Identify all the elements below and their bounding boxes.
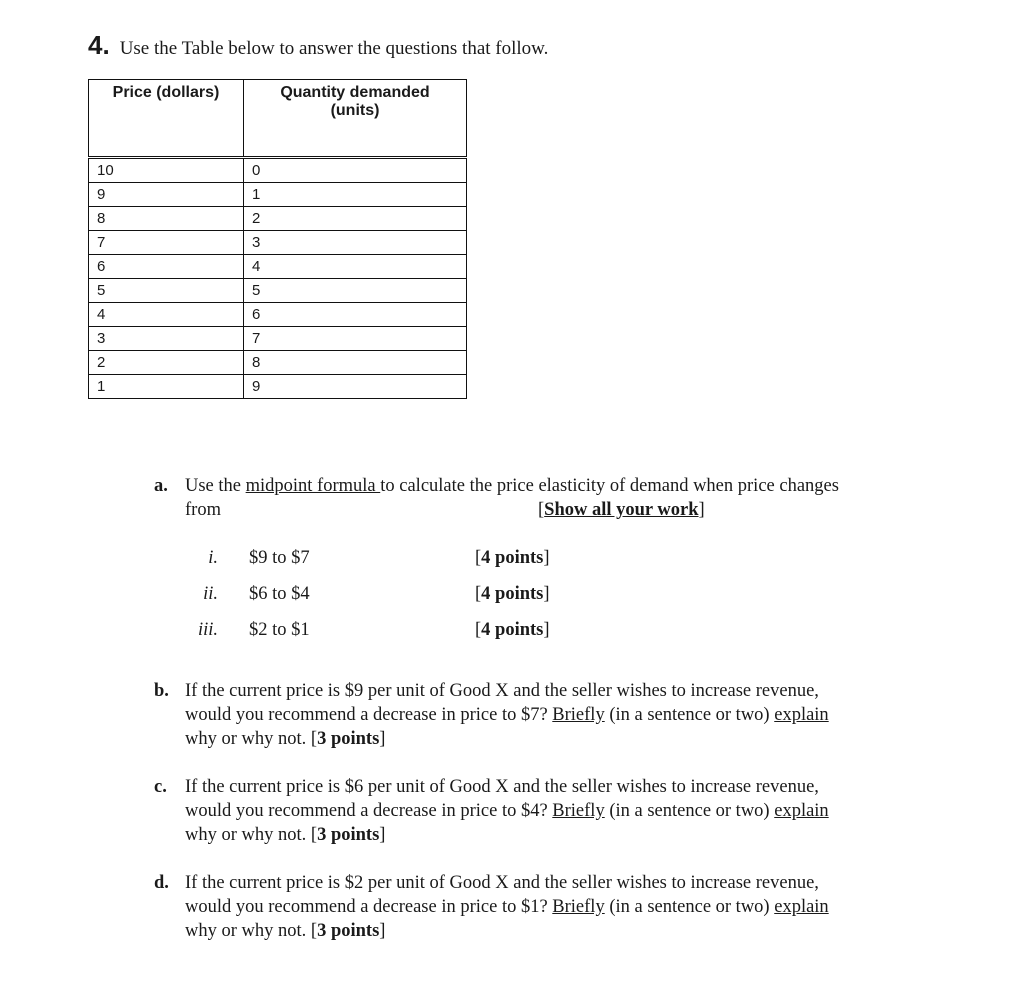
sub-item-points bbox=[475, 546, 550, 570]
price-cell: 6 bbox=[89, 255, 244, 279]
bracket-open: [ bbox=[538, 500, 545, 520]
part-b-line3-start: why or why not. [ bbox=[185, 729, 318, 749]
price-cell: 8 bbox=[89, 207, 244, 231]
sub-item-range: $6 to $4 bbox=[249, 584, 310, 604]
bracket-open: [ bbox=[475, 548, 482, 568]
bracket-close: ] bbox=[379, 729, 386, 749]
table-row bbox=[89, 279, 467, 303]
briefly-text: Briefly bbox=[552, 705, 605, 725]
header-quantity-line2: (units) bbox=[330, 102, 380, 119]
sub-item-range: $2 to $1 bbox=[249, 620, 310, 640]
bracket-close: ] bbox=[698, 500, 705, 520]
part-d-label: d. bbox=[154, 873, 169, 893]
part-d-line3 bbox=[185, 919, 905, 943]
quantity-cell: 3 bbox=[244, 231, 467, 255]
points-text: 4 points bbox=[481, 548, 544, 568]
bracket-open: [ bbox=[475, 620, 482, 640]
table-row bbox=[89, 183, 467, 207]
explain-text: explain bbox=[774, 897, 829, 917]
table-row bbox=[89, 255, 467, 279]
part-b-line2-middle: (in a sentence or two) bbox=[604, 705, 775, 725]
part-d-line2-start: would you recommend a decrease in price to $1? bbox=[185, 897, 553, 917]
explain-text: explain bbox=[774, 705, 829, 725]
part-a-text-before: Use the bbox=[185, 476, 246, 496]
quantity-cell: 6 bbox=[244, 303, 467, 327]
table-row bbox=[89, 375, 467, 399]
price-cell: 2 bbox=[89, 351, 244, 375]
part-a-label: a. bbox=[154, 476, 168, 496]
quantity-cell: 1 bbox=[244, 183, 467, 207]
part-c-line3-start: why or why not. [ bbox=[185, 825, 318, 845]
price-cell: 5 bbox=[89, 279, 244, 303]
quantity-cell: 8 bbox=[244, 351, 467, 375]
briefly-text: Briefly bbox=[552, 897, 605, 917]
part-d-line2-middle: (in a sentence or two) bbox=[604, 897, 775, 917]
table-row bbox=[89, 207, 467, 231]
part-b-line1: If the current price is $9 per unit of Good X and the seller wishes to increase revenue, bbox=[185, 681, 819, 701]
bracket-close: ] bbox=[543, 584, 550, 604]
part-b-label: b. bbox=[154, 681, 169, 701]
header-price: Price (dollars) bbox=[89, 80, 244, 158]
question-number: 4. bbox=[88, 30, 110, 60]
show-work-text: Show all your work bbox=[544, 500, 699, 520]
bracket-close: ] bbox=[543, 620, 550, 640]
question-heading bbox=[88, 30, 548, 61]
bracket-close: ] bbox=[379, 921, 386, 941]
price-cell: 10 bbox=[89, 158, 244, 183]
explain-text: explain bbox=[774, 801, 829, 821]
sub-item-number: i. bbox=[208, 548, 218, 568]
quantity-cell: 2 bbox=[244, 207, 467, 231]
sub-item-points bbox=[475, 582, 550, 606]
part-c-line2-middle: (in a sentence or two) bbox=[604, 801, 775, 821]
part-b-line3 bbox=[185, 727, 905, 751]
part-d-text bbox=[185, 871, 905, 943]
points-text: 3 points bbox=[317, 921, 380, 941]
price-cell: 1 bbox=[89, 375, 244, 399]
sub-item-number: iii. bbox=[197, 620, 218, 640]
bracket-open: [ bbox=[475, 584, 482, 604]
part-c-label: c. bbox=[154, 777, 167, 797]
table-row bbox=[89, 351, 467, 375]
price-cell: 4 bbox=[89, 303, 244, 327]
briefly-text: Briefly bbox=[552, 801, 605, 821]
quantity-cell: 0 bbox=[244, 158, 467, 183]
part-b-text bbox=[185, 679, 905, 751]
price-cell: 3 bbox=[89, 327, 244, 351]
part-c-line3 bbox=[185, 823, 905, 847]
part-d-line1: If the current price is $2 per unit of Good X and the seller wishes to increase revenue, bbox=[185, 873, 819, 893]
part-b-line2 bbox=[185, 703, 905, 727]
table-row bbox=[89, 327, 467, 351]
show-work-note bbox=[538, 498, 705, 522]
table-row bbox=[89, 303, 467, 327]
points-text: 3 points bbox=[317, 825, 380, 845]
part-c-line2 bbox=[185, 799, 905, 823]
bracket-close: ] bbox=[379, 825, 386, 845]
midpoint-formula-text: midpoint formula bbox=[245, 476, 381, 496]
part-a-line2: from bbox=[185, 500, 221, 520]
points-text: 3 points bbox=[317, 729, 380, 749]
quantity-cell: 9 bbox=[244, 375, 467, 399]
header-quantity bbox=[244, 80, 467, 158]
price-quantity-table bbox=[88, 79, 467, 399]
table-header-row bbox=[89, 80, 467, 158]
bracket-close: ] bbox=[543, 548, 550, 568]
points-text: 4 points bbox=[481, 620, 544, 640]
header-quantity-line1: Quantity demanded bbox=[280, 84, 430, 101]
part-c-line1: If the current price is $6 per unit of Good X and the seller wishes to increase revenue, bbox=[185, 777, 819, 797]
part-d-line3-start: why or why not. [ bbox=[185, 921, 318, 941]
sub-item-number: ii. bbox=[203, 584, 218, 604]
quantity-cell: 4 bbox=[244, 255, 467, 279]
part-a-text-after: to calculate the price elasticity of demand when price changes bbox=[380, 476, 839, 496]
part-a-line1 bbox=[185, 474, 925, 498]
sub-item-points bbox=[475, 618, 550, 642]
part-c-text bbox=[185, 775, 905, 847]
price-cell: 9 bbox=[89, 183, 244, 207]
price-cell: 7 bbox=[89, 231, 244, 255]
sub-item-range: $9 to $7 bbox=[249, 548, 310, 568]
part-c-line2-start: would you recommend a decrease in price to $4? bbox=[185, 801, 553, 821]
table-row bbox=[89, 158, 467, 183]
question-intro: Use the Table below to answer the questions that follow. bbox=[119, 38, 549, 59]
quantity-cell: 7 bbox=[244, 327, 467, 351]
table-row bbox=[89, 231, 467, 255]
quantity-cell: 5 bbox=[244, 279, 467, 303]
points-text: 4 points bbox=[481, 584, 544, 604]
part-d-line2 bbox=[185, 895, 905, 919]
part-b-line2-start: would you recommend a decrease in price to $7? bbox=[185, 705, 553, 725]
